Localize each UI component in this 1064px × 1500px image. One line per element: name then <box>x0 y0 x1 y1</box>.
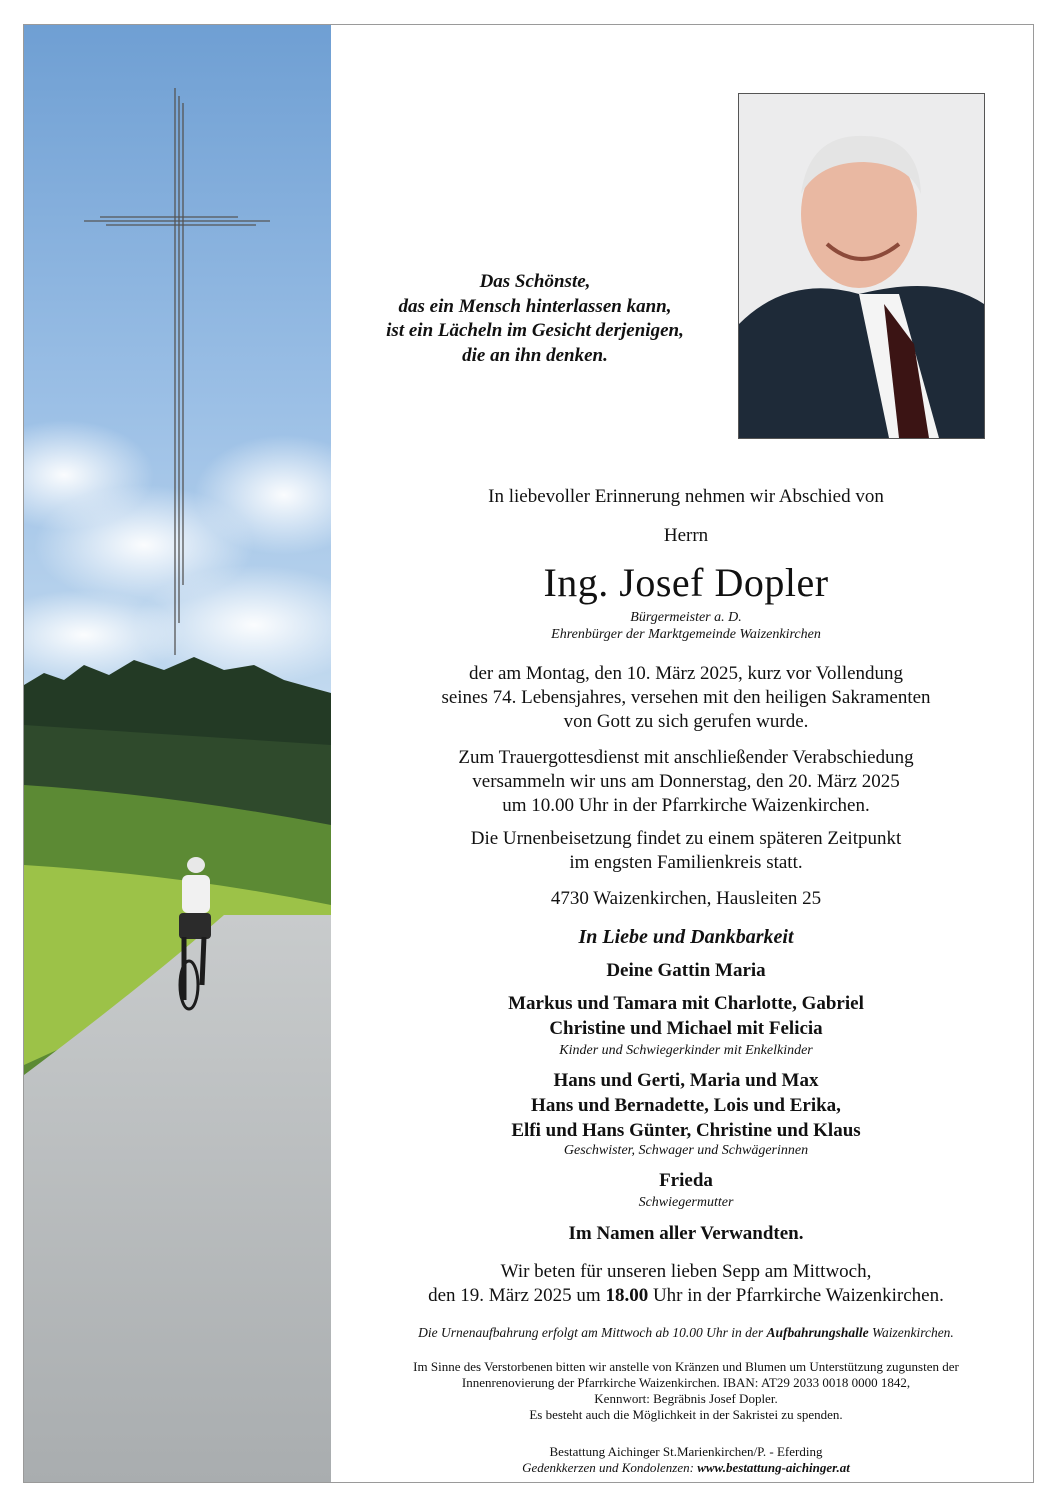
prayer-text: Uhr in der Pfarrkirche Waizenkirchen. <box>648 1285 944 1306</box>
website-link[interactable]: www.bestattung-aichinger.at <box>697 1460 850 1475</box>
quote-line: die an ihn denken. <box>462 344 608 366</box>
relatives-line: Im Namen aller Verwandten. <box>568 1223 804 1244</box>
children-caption: Kinder und Schwiegerkinder mit Enkelkinder <box>559 1043 813 1058</box>
undertaker: Bestattung Aichinger St.Marienkirchen/P. - Eferding <box>549 1444 823 1459</box>
donation-notice <box>352 1359 1020 1423</box>
notice-line: der am Montag, den 10. März 2025, kurz vor Vollendung <box>468 663 904 684</box>
closing-phrase: In Liebe und Dankbarkeit <box>578 926 794 948</box>
intro-text: In liebevoller Erinnerung nehmen wir Abschied von <box>488 486 884 507</box>
prayer-time: 18.00 <box>605 1285 649 1306</box>
death-notice <box>352 662 1020 734</box>
donation-line: Es besteht auch die Möglichkeit in der Sakristei zu spenden. <box>529 1407 843 1422</box>
family-line: Christine und Michael mit Felicia <box>549 1018 823 1039</box>
quote-line: ist ein Lächeln im Gesicht derjenigen, <box>386 320 684 341</box>
viewing-text: Die Urnenaufbahrung erfolgt am Mittwoch ab 10.00 Uhr in der <box>418 1325 767 1340</box>
service-line: Zum Trauergottesdienst mit anschließender Verabschiedung <box>458 747 914 768</box>
burial-line: Die Urnenbeisetzung findet zu einem späteren Zeitpunkt <box>470 828 902 849</box>
viewing-text: Waizenkirchen. <box>868 1325 954 1340</box>
family-line: Markus und Tamara mit Charlotte, Gabriel <box>508 993 864 1014</box>
siblings-caption: Geschwister, Schwager und Schwägerinnen <box>563 1143 809 1158</box>
siblings-list <box>352 1068 1020 1143</box>
prayer-notice <box>352 1260 1020 1308</box>
notice-line: von Gott zu sich gerufen wurde. <box>563 711 809 732</box>
notice-line: seines 74. Lebensjahres, versehen mit den heiligen Sakramenten <box>441 687 931 708</box>
quote-line: das ein Mensch hinterlassen kann, <box>398 295 672 317</box>
prayer-text: den 19. März 2025 um <box>428 1285 606 1306</box>
spouse: Deine Gattin Maria <box>606 960 766 981</box>
mother-in-law: Frieda <box>659 1170 713 1191</box>
service-line: versammeln wir uns am Donnerstag, den 20. März 2025 <box>472 771 900 792</box>
portrait-photo <box>738 93 985 439</box>
address: 4730 Waizenkirchen, Hausleiten 25 <box>550 888 822 909</box>
family-line: Hans und Bernadette, Lois und Erika, <box>531 1095 841 1116</box>
service-notice <box>352 746 1020 818</box>
deceased-name: Ing. Josef Dopler <box>543 560 829 605</box>
quote-line: Das Schönste, <box>479 271 591 292</box>
burial-notice <box>352 827 1020 875</box>
mother-in-law-caption: Schwiegermutter <box>638 1195 734 1210</box>
service-line: um 10.00 Uhr in der Pfarrkirche Waizenkirchen. <box>502 795 870 816</box>
donation-line: Im Sinne des Verstorbenen bitten wir anstelle von Kränzen und Blumen um Unterstützung zugunsten der <box>413 1359 959 1374</box>
family-line: Elfi und Hans Günter, Christine und Klaus <box>511 1120 861 1141</box>
viewing-location: Aufbahrungshalle <box>766 1325 869 1340</box>
burial-line: im engsten Familienkreis statt. <box>569 852 803 873</box>
donation-line: Innenrenovierung der Pfarrkirche Waizenkirchen. IBAN: AT29 2033 0018 0000 1842, <box>461 1375 911 1390</box>
landscape-image <box>24 25 331 1482</box>
viewing-notice <box>352 1325 1020 1341</box>
deceased-title: Bürgermeister a. D. <box>630 610 742 625</box>
children-list <box>352 991 1020 1041</box>
donation-line: Kennwort: Begräbnis Josef Dopler. <box>594 1391 778 1406</box>
condolence-label: Gedenkkerzen und Kondolenzen: <box>522 1460 698 1475</box>
prayer-line <box>352 1284 1020 1308</box>
prayer-line: Wir beten für unseren lieben Sepp am Mittwoch, <box>500 1261 872 1282</box>
condolence-line <box>352 1460 1020 1476</box>
family-line: Hans und Gerti, Maria und Max <box>553 1070 819 1091</box>
deceased-honor: Ehrenbürger der Marktgemeinde Waizenkirchen <box>551 627 821 642</box>
salutation: Herrn <box>663 525 709 546</box>
memorial-quote <box>360 270 710 368</box>
